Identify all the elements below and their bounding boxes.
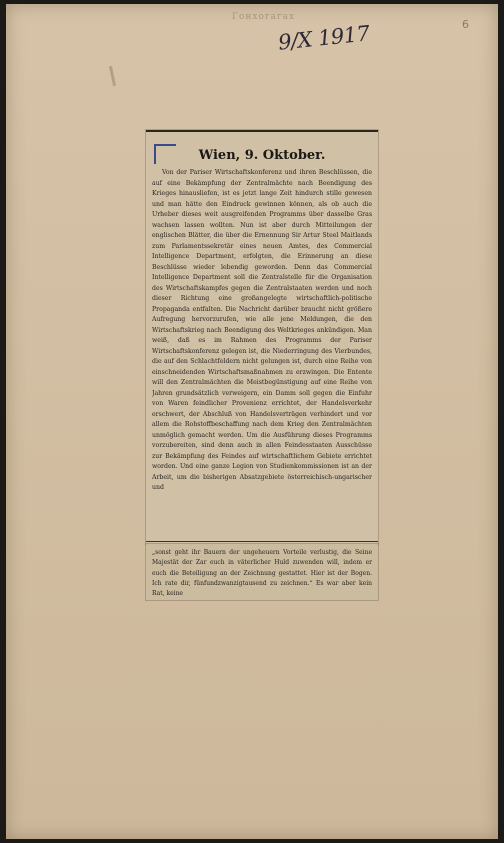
continuation-clipping (146, 544, 378, 600)
clipping-divider (146, 541, 378, 542)
handwritten-date: 9/X 1917 (276, 21, 371, 55)
article-body: Von der Pariser Wirtschaftskonferenz und ihren Beschlüssen, die auf eine Bekämpfung der Zentralmächte nach Beendigung des Krieges hinausliefen, ist es jetzt lange Zeit hindurch stille gewesen und man hätte den Eindruck gewinnen können, als ob auch die Urheber dieses weit ausgreifenden Programms über dasselbe Gras wachsen lassen wollten. Nun ist aber durch Mitteilungen der englischen Blätter, die über die Ernennung Sir Artur Steel Maitlands zum Parlamentssekretär eines neuen Amtes, des Commercial Intelligence Department, erfolgten, die Erinnerung an diese Beschlüsse wieder lebendig geworden. Denn das Commercial Intelligence Department soll die Zentralstelle für die Organisation des Wirtschaftskampfes gegen die Zentralstaaten werden und noch dieser Richtung eine großangelegte wirtschaftlich-politische Propaganda entfalten. Die Nachricht darüber braucht nicht größere Aufregung hervorzurufen, wie alle jene Meldungen, die den Wirtschaftskrieg nach Beendigung des Weltkrieges ankündigen. Man weiß, daß es im Rahmen des Programms der Pariser Wirtschaftskonferenz gelegen ist, die Niederringung des Vierbundes, die auf den Schlachtfeldern nicht gelungen ist, durch eine Reihe von einschneidenden Wirtschaftsmaßnahmen zu erzwingen. Die Entente will den Zentralmächten die Meistbegünstigung auf eine Reihe von Jahren grundsätzlich verweigern, ein Damm soll gegen die Einfuhr von Waren feindlicher Provenienz errichtet, der Handelsverkehr erschwert, der Abschluß von Handelsverträgen verhindert und vor allem die Rohstoffbeschaffung nach dem Krieg den Zentralmächten unmöglich gemacht werden. Um die Ausführung dieses Programms vorzubereiten, sind denn auch in allen Feindesstaaten Ausschüsse zur Bekämpfung des Feindes auf wirtschaftlichem Gebiete errichtet worden. Und eine ganze Legion von Studienkommissionen ist an der Arbeit, um die bisherigen Absatzgebiete österreichisch-ungarischer und (152, 169, 372, 491)
newspaper-clipping (146, 130, 378, 544)
page-number: 6 (462, 18, 469, 31)
continuation-text: „sonst geht ihr Bauern der ungeheuern Vorteile verlustig, die Seine Majestät der Zar euch in väterlicher Huld zuwenden will, indem er euch die Beteiligung an der Zeichnung gestattet. Hier ist der Bogen. Ich rate dir, fünfundzwanzigtausend zu zeichnen.“ Es war aber kein Rat, keine (152, 549, 372, 598)
faded-stamp: Гонхогагах (232, 12, 296, 22)
paper-mark (109, 66, 116, 86)
article-headline: Wien, 9. Oktober. (198, 148, 326, 163)
